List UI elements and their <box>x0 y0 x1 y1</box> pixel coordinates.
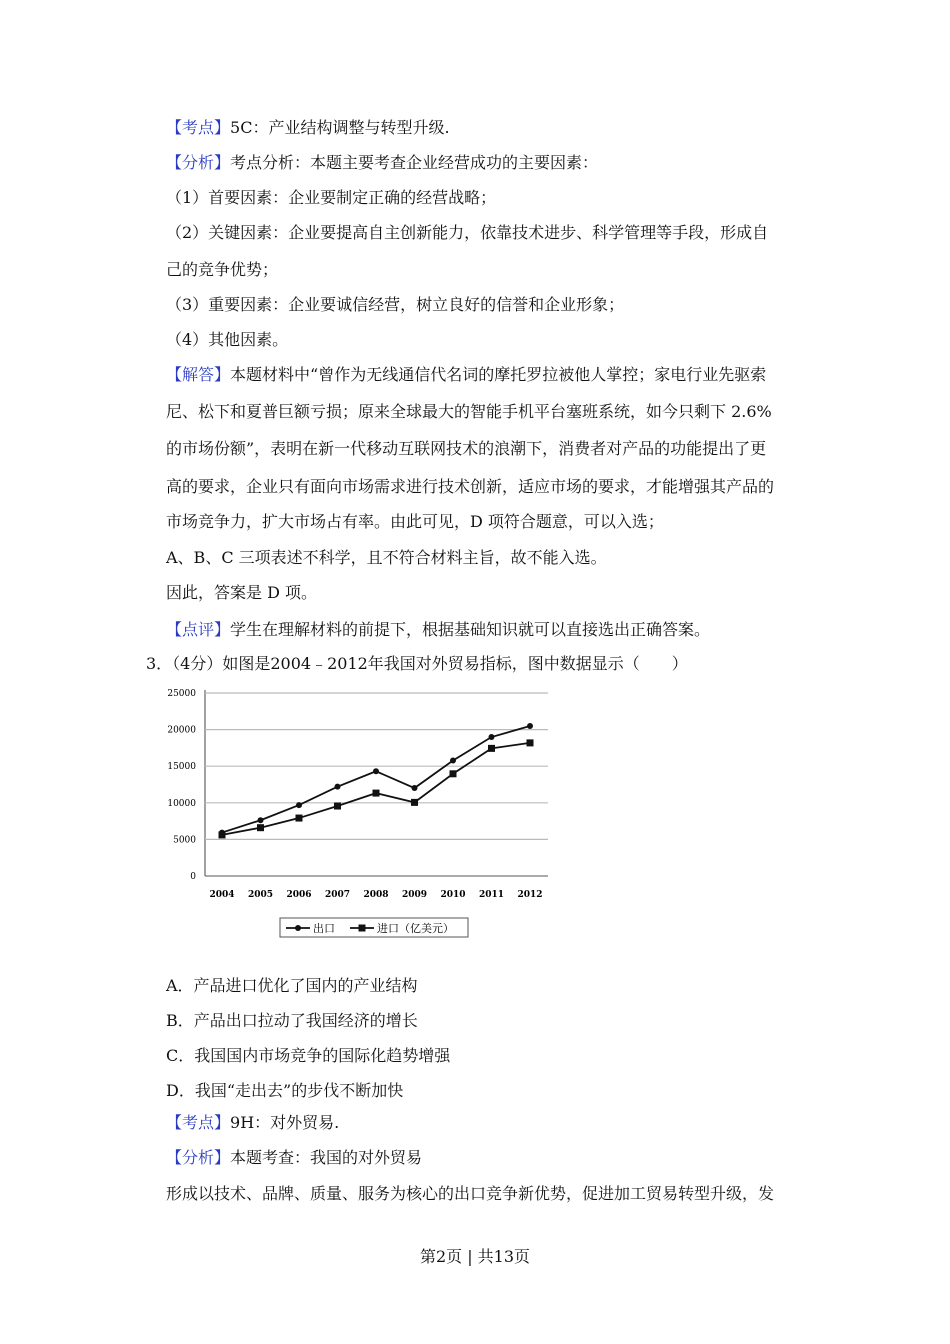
data-point-export <box>489 734 495 740</box>
text-line <box>166 295 811 315</box>
section-tag: 【考点】 <box>166 118 231 137</box>
data-point-import <box>334 803 341 810</box>
data-point-import <box>257 824 264 831</box>
data-point-import <box>373 790 380 797</box>
line-text: A、B、C 三项表述不科学，且不符合材料主旨，故不能入选。 <box>166 548 607 567</box>
section-tag: 【解答】 <box>166 365 231 384</box>
data-point-import <box>411 799 418 806</box>
line-text: 本题考查：我国的对外贸易 <box>230 1148 423 1167</box>
line-text: 本题材料中“曾作为无线通信代名词的摩托罗拉被他人掌控；家电行业先驱索 <box>230 365 767 384</box>
option-c[interactable]: C．我国国内市场竞争的国际化趋势增强 <box>166 1046 451 1065</box>
text-line <box>166 118 811 138</box>
text-line <box>166 583 811 603</box>
legend-import-label: 进口（亿美元） <box>377 922 454 935</box>
text-line <box>166 260 811 280</box>
x-tick-label: 2010 <box>440 890 466 900</box>
data-point-export <box>527 723 533 729</box>
line-text: （1）首要因素：企业要制定正确的经营战略； <box>166 188 497 207</box>
data-point-export <box>450 758 456 764</box>
legend-import-marker <box>359 925 366 932</box>
line-text: （4）其他因素。 <box>166 330 289 349</box>
line-text: （3）重要因素：企业要诚信经营，树立良好的信誉和企业形象； <box>166 295 625 314</box>
y-tick-label: 15000 <box>167 762 196 773</box>
text-line <box>166 153 811 173</box>
x-tick-label: 2011 <box>478 890 505 900</box>
y-tick-label: 5000 <box>173 835 196 846</box>
x-tick-label: 2008 <box>363 890 389 900</box>
data-point-import <box>450 770 457 777</box>
line-text: 的市场份额”，表明在新一代移动互联网技术的浪潮下，消费者对产品的功能提出了更 <box>166 439 767 458</box>
series-line-0 <box>222 726 530 833</box>
option-d[interactable]: D．我国“走出去”的步伐不断加快 <box>166 1081 404 1100</box>
trade-chart <box>150 680 560 940</box>
section-tag: 【点评】 <box>166 620 231 639</box>
line-text: 9H：对外贸易. <box>230 1113 340 1132</box>
text-line <box>166 365 811 385</box>
text-line <box>166 330 811 350</box>
text-line <box>166 223 811 243</box>
option-b[interactable]: B．产品出口拉动了我国经济的增长 <box>166 1011 418 1030</box>
text-line <box>166 548 811 568</box>
text-line <box>166 402 811 422</box>
series-line-1 <box>222 743 530 835</box>
x-tick-label: 2006 <box>286 890 312 900</box>
line-text: 考点分析：本题主要考查企业经营成功的主要因素： <box>230 153 599 172</box>
text-line <box>166 1148 811 1168</box>
text-line <box>166 620 811 640</box>
x-tick-label: 2007 <box>324 890 351 900</box>
data-point-export <box>373 768 379 774</box>
option-a[interactable]: A．产品进口优化了国内的产业结构 <box>166 976 418 995</box>
data-point-export <box>412 785 418 791</box>
page-footer: 第2页 | 共13页 <box>419 1247 531 1266</box>
line-text: 5C：产业结构调整与转型升级. <box>230 118 450 137</box>
y-tick-label: 10000 <box>167 798 196 809</box>
line-text: 学生在理解材料的前提下，根据基础知识就可以直接选出正确答案。 <box>230 620 711 639</box>
x-tick-label: 2009 <box>401 890 428 900</box>
line-text: 尼、松下和夏普巨额亏损；原来全球最大的智能手机平台塞班系统，如今只剩下 2.6% <box>166 402 772 421</box>
line-text: （2）关键因素：企业要提高自主创新能力，依靠技术进步、科学管理等手段，形成自 <box>166 223 769 242</box>
x-tick-label: 2005 <box>247 890 274 900</box>
data-point-import <box>219 831 226 838</box>
section-tag: 【分析】 <box>166 1148 231 1167</box>
data-point-import <box>527 739 534 746</box>
x-tick-label: 2012 <box>517 890 543 900</box>
text-line <box>166 188 811 208</box>
text-line <box>166 1113 811 1133</box>
legend-export-marker <box>295 925 301 931</box>
text-line <box>166 439 811 459</box>
line-text: 形成以技术、品牌、质量、服务为核心的出口竞争新优势，促进加工贸易转型升级，发 <box>166 1184 775 1203</box>
data-point-export <box>296 802 302 808</box>
text-line <box>166 477 811 497</box>
line-text: 因此，答案是 D 项。 <box>166 583 318 602</box>
data-point-import <box>296 815 303 822</box>
line-text: 高的要求，企业只有面向市场需求进行技术创新，适应市场的要求，才能增强其产品的 <box>166 477 775 496</box>
section-tag: 【分析】 <box>166 153 231 172</box>
question-stem: 3．（4分）如图是2004﹣2012年我国对外贸易指标，图中数据显示（ ） <box>146 654 688 673</box>
y-tick-label: 25000 <box>167 689 196 699</box>
text-line <box>166 1184 811 1204</box>
y-tick-label: 20000 <box>167 725 196 736</box>
text-line <box>166 512 811 532</box>
line-text: 市场竞争力，扩大市场占有率。由此可见，D 项符合题意，可以入选； <box>166 512 664 531</box>
line-text: 己的竞争优势； <box>166 260 279 279</box>
legend-export-label: 出口 <box>313 922 335 935</box>
data-point-import <box>488 745 495 752</box>
data-point-export <box>258 817 264 823</box>
x-tick-label: 2004 <box>209 890 235 900</box>
y-tick-label: 0 <box>190 872 196 882</box>
data-point-export <box>335 784 341 790</box>
section-tag: 【考点】 <box>166 1113 231 1132</box>
